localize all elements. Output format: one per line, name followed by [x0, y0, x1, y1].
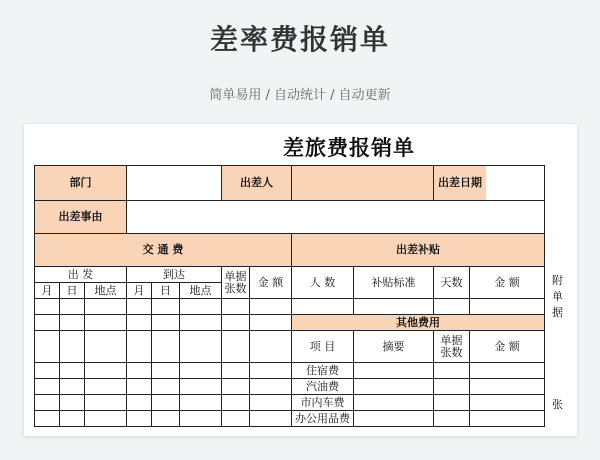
- cell[interactable]: [127, 331, 152, 363]
- form-sheet: [24, 124, 577, 436]
- other-header: 其他费用: [292, 315, 545, 331]
- cell[interactable]: [85, 363, 127, 379]
- other-doc-count-line-1: 单据: [440, 333, 463, 347]
- cell[interactable]: [35, 363, 60, 379]
- arrive-label: 到达: [127, 267, 222, 283]
- cell[interactable]: [35, 299, 60, 315]
- form-title: 差旅费报销单: [283, 136, 415, 160]
- cell[interactable]: [85, 395, 127, 411]
- other-amount-header: 金 额: [470, 331, 545, 363]
- transport-header: 交 通 费: [35, 234, 292, 267]
- cell[interactable]: [354, 363, 434, 379]
- reason-field[interactable]: [127, 201, 545, 234]
- cell[interactable]: [180, 379, 222, 395]
- cell[interactable]: [152, 395, 180, 411]
- cell[interactable]: [434, 411, 470, 427]
- cell[interactable]: [222, 363, 250, 379]
- cell[interactable]: [222, 331, 250, 363]
- cell[interactable]: [354, 379, 434, 395]
- cell[interactable]: [250, 395, 292, 411]
- arrive-month-header: 月: [127, 283, 152, 299]
- doc-count-header: [222, 267, 250, 299]
- allowance-amount-header: 金 额: [470, 267, 545, 299]
- other-item-office-supplies: 办公用品费: [292, 411, 354, 427]
- cell[interactable]: [250, 379, 292, 395]
- allowance-header: 出差补贴: [292, 234, 545, 267]
- traveler-label: 出差人: [222, 166, 292, 201]
- summary-header: 摘要: [354, 331, 434, 363]
- cell[interactable]: [60, 379, 85, 395]
- cell[interactable]: [180, 299, 222, 315]
- cell[interactable]: [250, 331, 292, 363]
- cell[interactable]: [127, 315, 152, 331]
- cell[interactable]: [60, 363, 85, 379]
- cell[interactable]: [60, 395, 85, 411]
- cell[interactable]: [222, 315, 250, 331]
- cell[interactable]: [470, 299, 545, 315]
- depart-month-header: 月: [35, 283, 60, 299]
- page-subtitle: 简单易用 / 自动统计 / 自动更新: [209, 88, 391, 103]
- cell[interactable]: [152, 411, 180, 427]
- cell[interactable]: [60, 315, 85, 331]
- other-item-local-transport: 市内车费: [292, 395, 354, 411]
- cell[interactable]: [85, 411, 127, 427]
- page-title: 差率费报销单: [209, 23, 390, 56]
- cell[interactable]: [35, 411, 60, 427]
- table-row: [35, 315, 545, 331]
- depart-day-header: 日: [60, 283, 85, 299]
- cell[interactable]: [152, 331, 180, 363]
- dept-label: 部门: [35, 166, 127, 201]
- info-row-1: [35, 166, 545, 201]
- cell[interactable]: [85, 315, 127, 331]
- cell[interactable]: [60, 411, 85, 427]
- table-row: [35, 363, 545, 379]
- arrive-place-header: 地点: [180, 283, 222, 299]
- cell[interactable]: [35, 331, 60, 363]
- cell[interactable]: [434, 379, 470, 395]
- date-label: 出差日期: [434, 166, 486, 200]
- other-doc-count-line-2: 张数: [440, 345, 463, 359]
- dept-field[interactable]: [127, 166, 222, 201]
- cell[interactable]: [127, 299, 152, 315]
- other-item-lodging: 住宿费: [292, 363, 354, 379]
- cell[interactable]: [434, 299, 470, 315]
- cell[interactable]: [354, 395, 434, 411]
- reason-label: 出差事由: [35, 201, 127, 234]
- cell[interactable]: [470, 363, 545, 379]
- info-row-2: [35, 201, 545, 234]
- table-row: [35, 395, 545, 411]
- cell[interactable]: [152, 315, 180, 331]
- cell[interactable]: [127, 379, 152, 395]
- cell[interactable]: [35, 315, 60, 331]
- cell[interactable]: [250, 411, 292, 427]
- column-header-row-1: [35, 267, 545, 283]
- cell[interactable]: [250, 299, 292, 315]
- cell[interactable]: [60, 299, 85, 315]
- side-sheet-count: 张: [552, 398, 563, 411]
- cell[interactable]: [180, 331, 222, 363]
- side-attach-2: 单: [552, 290, 563, 303]
- days-header: 天数: [434, 267, 470, 299]
- cell[interactable]: [250, 315, 292, 331]
- section-header-row: [35, 234, 545, 267]
- cell[interactable]: [85, 331, 127, 363]
- table-row: [35, 299, 545, 315]
- cell[interactable]: [222, 379, 250, 395]
- cell[interactable]: [35, 379, 60, 395]
- cell[interactable]: [292, 299, 354, 315]
- cell[interactable]: [127, 395, 152, 411]
- cell[interactable]: [354, 299, 434, 315]
- traveler-field[interactable]: [292, 166, 434, 201]
- item-header: 项 目: [292, 331, 354, 363]
- cell[interactable]: [180, 315, 222, 331]
- doc-count-line-1: 单据: [224, 269, 247, 283]
- depart-label: 出 发: [35, 267, 127, 283]
- cell[interactable]: [434, 363, 470, 379]
- depart-place-header: 地点: [85, 283, 127, 299]
- doc-count-line-2: 张数: [224, 281, 247, 295]
- cell[interactable]: [152, 379, 180, 395]
- cell[interactable]: [152, 299, 180, 315]
- cell[interactable]: [180, 395, 222, 411]
- cell[interactable]: [470, 395, 545, 411]
- cell[interactable]: [470, 379, 545, 395]
- table-row: [35, 331, 545, 363]
- cell[interactable]: [222, 299, 250, 315]
- cell[interactable]: [85, 379, 127, 395]
- amount-header: 金 额: [250, 267, 292, 299]
- cell[interactable]: [127, 411, 152, 427]
- cell[interactable]: [354, 411, 434, 427]
- arrive-day-header: 日: [152, 283, 180, 299]
- cell[interactable]: [250, 363, 292, 379]
- cell[interactable]: [434, 395, 470, 411]
- expense-form-table: [34, 165, 545, 427]
- table-row: [35, 379, 545, 395]
- standard-header: 补贴标准: [354, 267, 434, 299]
- cell[interactable]: [152, 363, 180, 379]
- cell[interactable]: [180, 363, 222, 379]
- date-label-cell: [434, 166, 545, 201]
- cell[interactable]: [85, 299, 127, 315]
- cell[interactable]: [222, 411, 250, 427]
- other-doc-count-header: [434, 331, 470, 363]
- cell[interactable]: [470, 411, 545, 427]
- cell[interactable]: [127, 363, 152, 379]
- side-attach-3: 据: [552, 306, 563, 319]
- side-attach-1: 附: [552, 274, 563, 287]
- cell[interactable]: [35, 395, 60, 411]
- people-header: 人 数: [292, 267, 354, 299]
- cell[interactable]: [180, 411, 222, 427]
- other-item-fuel: 汽油费: [292, 379, 354, 395]
- cell[interactable]: [60, 331, 85, 363]
- table-row: [35, 411, 545, 427]
- cell[interactable]: [222, 395, 250, 411]
